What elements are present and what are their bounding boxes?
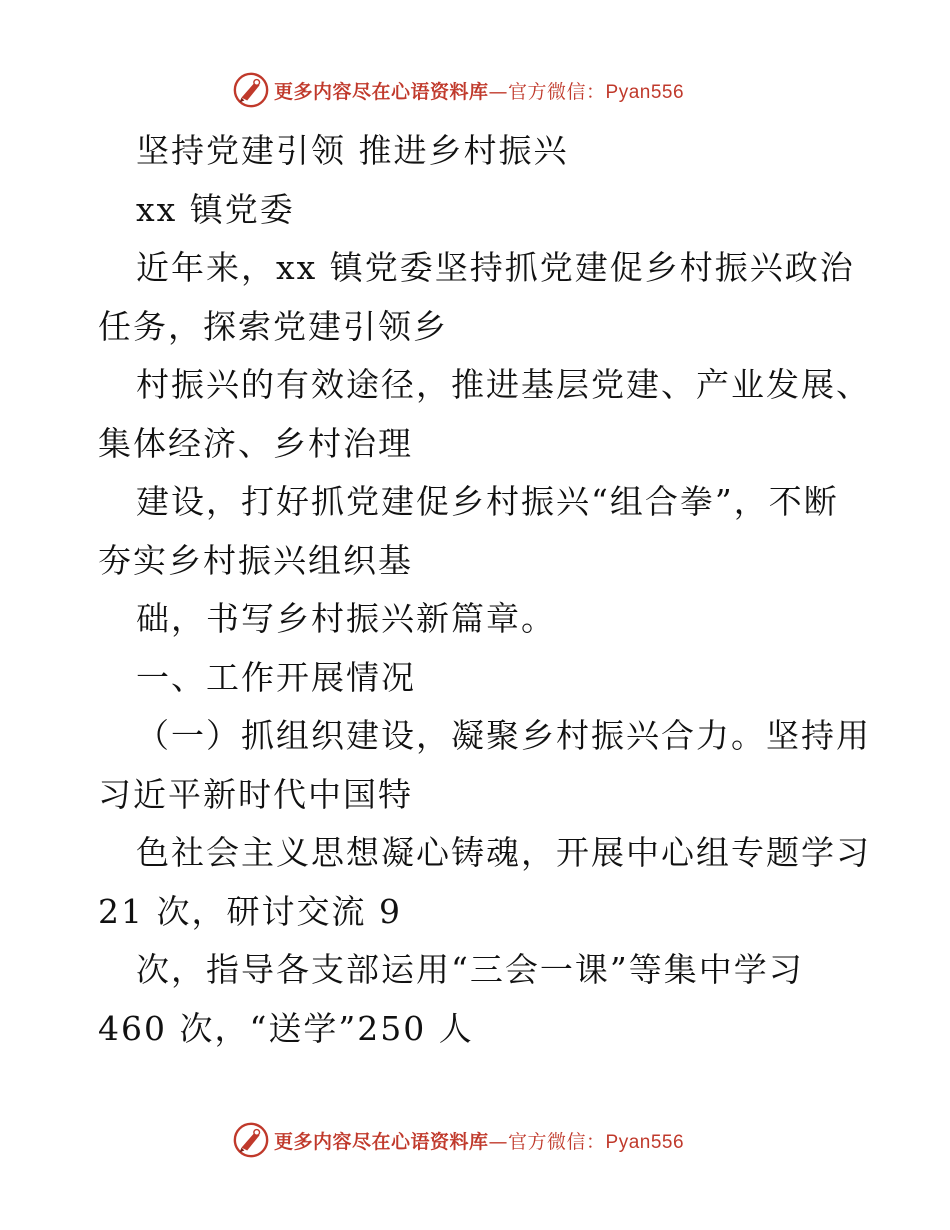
paragraph-line: 习近平新时代中国特	[98, 774, 413, 814]
paragraph-line: 村振兴的有效途径，推进基层党建、产业发展、	[136, 365, 871, 404]
watermark-separator: —	[488, 80, 509, 103]
paragraph-line: 次，指导各支部运用“三会一课”等集中学习	[136, 950, 804, 989]
watermark-wechat-label: 官方微信：	[508, 1130, 606, 1153]
watermark-wechat-label: 官方微信：	[508, 80, 606, 103]
paragraph-line: 础，书写乡村振兴新篇章。	[136, 599, 556, 638]
watermark-brand: 更多内容尽在心语资料库	[274, 1130, 489, 1153]
paragraph-line: 建设，打好抓党建促乡村振兴“组合拳”，不断	[136, 482, 839, 521]
watermark-wechat-id: Pyan556	[605, 1131, 685, 1153]
watermark-separator: —	[488, 1130, 509, 1153]
document-body	[98, 122, 871, 1058]
header-watermark	[232, 70, 684, 110]
paragraph-line: 夯实乡村振兴组织基	[98, 540, 413, 580]
paragraph-line: 21 次，研讨交流 9	[98, 891, 402, 931]
section-heading: 一、工作开展情况	[136, 657, 416, 697]
watermark-brand: 更多内容尽在心语资料库	[274, 80, 489, 103]
footer-watermark	[232, 1120, 684, 1160]
document-title: 坚持党建引领 推进乡村振兴	[136, 131, 569, 170]
paragraph-line: 色社会主义思想凝心铸魂，开展中心组专题学习	[136, 833, 871, 872]
paragraph-line: 任务，探索党建引领乡	[98, 306, 448, 346]
watermark-wechat-id: Pyan556	[605, 81, 685, 103]
subsection-heading: （一）抓组织建设，凝聚乡村振兴合力。坚持用	[136, 716, 871, 755]
paragraph-line: 近年来，xx 镇党委坚持抓党建促乡村振兴政治	[136, 248, 855, 287]
paragraph-line: 集体经济、乡村治理	[98, 423, 413, 463]
pen-logo-icon	[232, 1121, 270, 1159]
watermark-text	[274, 77, 684, 104]
document-author: xx 镇党委	[136, 189, 295, 229]
watermark-text	[274, 1127, 684, 1154]
paragraph-line: 460 次，“送学”250 人	[98, 1008, 474, 1048]
pen-logo-icon	[232, 71, 270, 109]
